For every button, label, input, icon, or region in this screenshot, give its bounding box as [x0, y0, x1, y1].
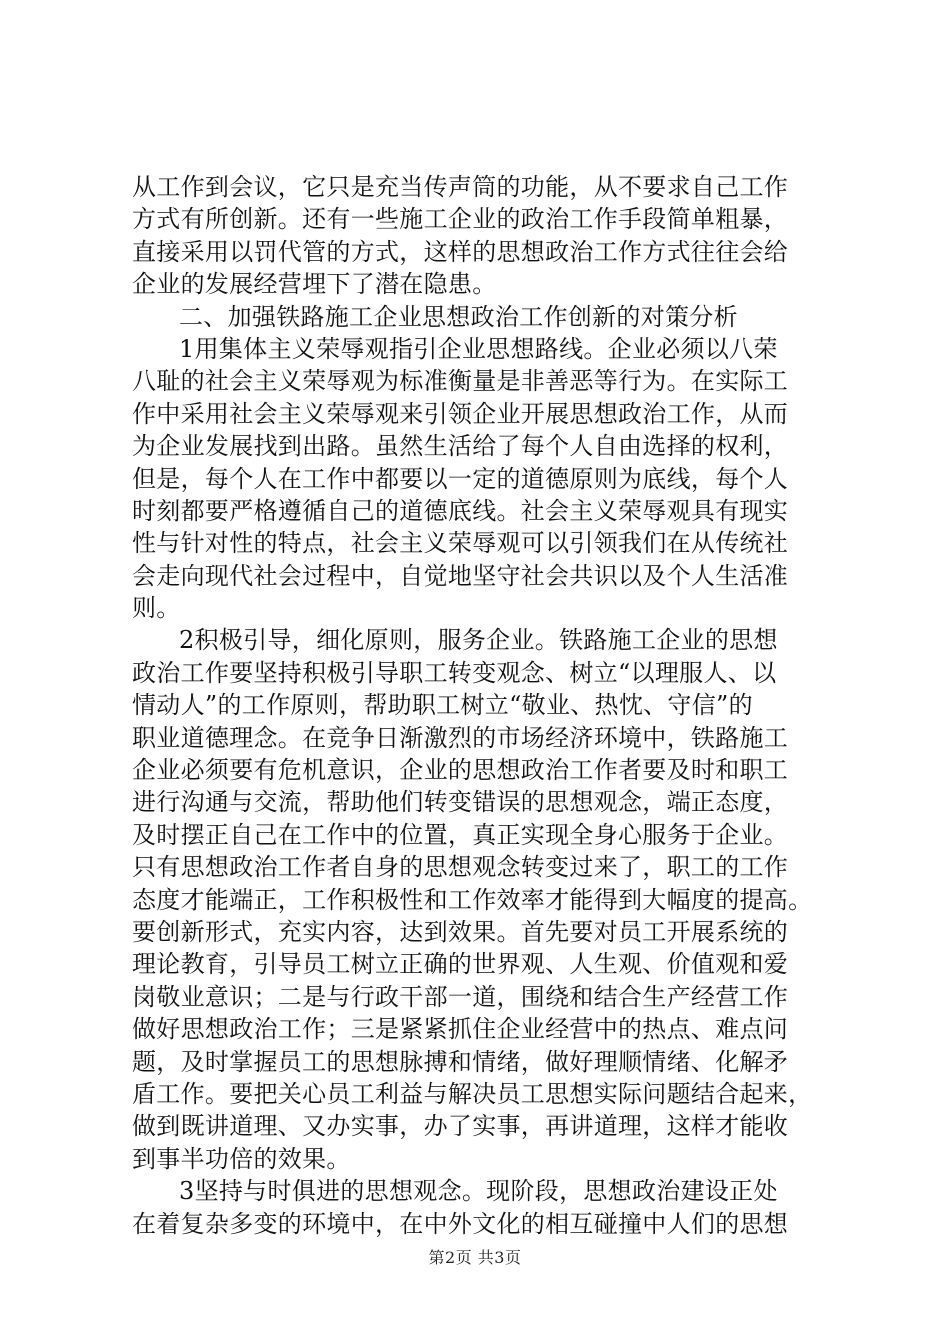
text-line: 做到既讲道理、又办实事，办了实事，再讲道理，这样才能收	[132, 1112, 789, 1141]
body-text	[132, 171, 837, 1240]
text-line: 企业的发展经营埋下了潜在隐患。	[132, 270, 497, 299]
text-line: 3坚持与时俱进的思想观念。现阶段，思想政治建设正处	[179, 1177, 778, 1206]
text-line: 从工作到会议，它只是充当传声筒的功能，从不要求自己工作	[132, 173, 789, 201]
text-line: 但是，每个人在工作中都要以一定的道德原则为底线，每个人	[132, 464, 789, 493]
text-line: 二、加强铁路施工企业思想政治工作创新的对策分析	[179, 302, 738, 331]
text-line: 只有思想政治工作者自身的思想观念转变过来了，职工的工作	[132, 853, 789, 882]
text-line: 要创新形式，充实内容，达到效果。首先要对员工开展系统的	[132, 917, 789, 946]
text-line: 为企业发展找到出路。虽然生活给了每个人自由选择的权利，	[132, 432, 789, 461]
text-line: 到事半功倍的效果。	[132, 1144, 351, 1173]
text-line: 性与针对性的特点，社会主义荣辱观可以引领我们在从传统社	[132, 529, 789, 558]
text-line: 直接采用以罚代管的方式，这样的思想政治工作方式往往会给	[132, 237, 789, 266]
text-line: 及时摆正自己在工作中的位置，真正实现全身心服务于企业。	[132, 820, 789, 849]
text-line: 做好思想政治工作；三是紧紧抓住企业经营中的热点、难点问	[132, 1015, 789, 1044]
text-line: 岗敬业意识；二是与行政干部一道，围绕和结合生产经营工作	[132, 982, 789, 1011]
text-line: 1用集体主义荣辱观指引企业思想路线。企业必须以八荣	[179, 334, 778, 363]
page-footer: 第2页 共3页	[428, 1248, 522, 1267]
text-line: 在着复杂多变的环境中，在中外文化的相互碰撞中人们的思想	[132, 1209, 789, 1238]
text-line: 企业必须要有危机意识，企业的思想政治工作者要及时和职工	[132, 756, 789, 785]
text-line: 八耻的社会主义荣辱观为标准衡量是非善恶等行为。在实际工	[132, 367, 789, 396]
text-line: 则。	[132, 594, 181, 623]
text-line: 职业道德理念。在竞争日渐激烈的市场经济环境中，铁路施工	[132, 723, 789, 752]
text-line: 作中采用社会主义荣辱观来引领企业开展思想政治工作，从而	[132, 399, 789, 428]
text-line: 进行沟通与交流，帮助他们转变错误的思想观念，端正态度，	[132, 788, 789, 817]
text-line: 会走向现代社会过程中，自觉地坚守社会共识以及个人生活准	[132, 561, 789, 590]
text-line: 方式有所创新。还有一些施工企业的政治工作手段简单粗暴，	[132, 205, 789, 234]
text-line: 情动人”的工作原则，帮助职工树立“敬业、热忱、守信”的	[132, 691, 753, 720]
text-line: 理论教育，引导员工树立正确的世界观、人生观、价值观和爱	[132, 950, 789, 979]
text-line: 题，及时掌握员工的思想脉搏和情绪，做好理顺情绪、化解矛	[132, 1047, 789, 1076]
text-line: 盾工作。要把关心员工利益与解决员工思想实际问题结合起来，	[132, 1079, 813, 1108]
text-line: 政治工作要坚持积极引导职工转变观念、树立“以理服人、以	[132, 658, 777, 687]
text-line: 2积极引导，细化原则，服务企业。铁路施工企业的思想	[179, 626, 778, 655]
text-line: 态度才能端正，工作积极性和工作效率才能得到大幅度的提高。	[132, 885, 813, 914]
text-line: 时刻都要严格遵循自己的道德底线。社会主义荣辱观具有现实	[132, 496, 789, 525]
